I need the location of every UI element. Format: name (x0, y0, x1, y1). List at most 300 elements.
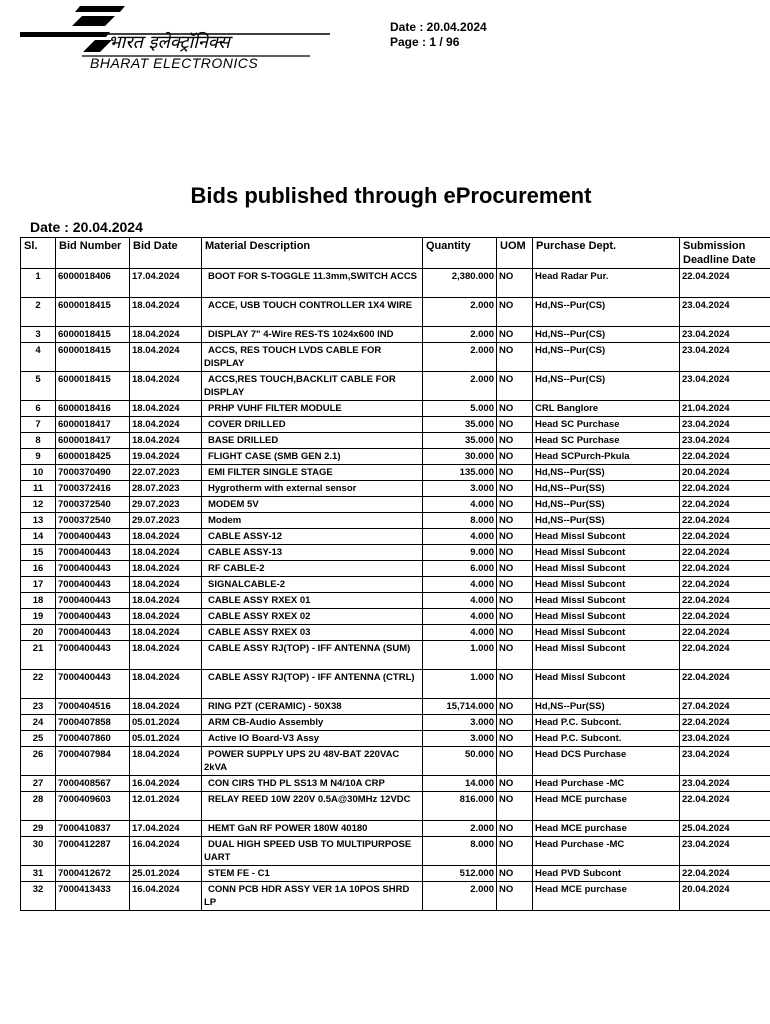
cell-deadline: 21.04.2024 (680, 401, 770, 417)
cell-uom: NO (497, 837, 533, 866)
material-text: Modem (208, 515, 242, 526)
cell-quantity: 3.000 (423, 715, 497, 731)
table-row (21, 401, 770, 417)
table-row (21, 792, 770, 821)
material-text: EMI FILTER SINGLE STAGE (208, 467, 333, 478)
cell-deadline: 22.04.2024 (680, 715, 770, 731)
cell-uom: NO (497, 401, 533, 417)
cell-dept: Head Missl Subcont (533, 641, 680, 670)
cell-uom: NO (497, 545, 533, 561)
cell-quantity: 1.000 (423, 641, 497, 670)
cell-dept: Head P.C. Subcont. (533, 731, 680, 747)
cell-deadline: 22.04.2024 (680, 593, 770, 609)
cell-bid-number: 7000412287 (56, 837, 130, 866)
cell-bid-date: 22.07.2023 (130, 465, 202, 481)
cell-uom: NO (497, 866, 533, 882)
cell-sl: 3 (21, 327, 56, 343)
cell-bid-date: 18.04.2024 (130, 372, 202, 401)
cell-bid-date: 18.04.2024 (130, 417, 202, 433)
table-header-row (21, 238, 770, 269)
material-text: CABLE ASSY RXEX 03 (208, 627, 311, 638)
cell-deadline: 22.04.2024 (680, 609, 770, 625)
cell-bid-date: 18.04.2024 (130, 529, 202, 545)
cell-bid-number: 6000018415 (56, 298, 130, 327)
cell-bid-date: 18.04.2024 (130, 625, 202, 641)
cell-material (202, 417, 423, 433)
cell-sl: 10 (21, 465, 56, 481)
cell-quantity: 135.000 (423, 465, 497, 481)
material-text: HEMT GaN RF POWER 180W 40180 (208, 823, 368, 834)
cell-dept: Head SC Purchase (533, 417, 680, 433)
cell-quantity: 2.000 (423, 343, 497, 372)
col-header-sl: Sl. (21, 238, 56, 269)
table-row (21, 577, 770, 593)
cell-quantity: 3.000 (423, 481, 497, 497)
table-row (21, 699, 770, 715)
cell-deadline: 22.04.2024 (680, 561, 770, 577)
cell-bid-number: 7000400443 (56, 625, 130, 641)
cell-material (202, 343, 423, 372)
cell-bid-number: 7000400443 (56, 609, 130, 625)
cell-dept: Hd,NS--Pur(CS) (533, 343, 680, 372)
material-text: FLIGHT CASE (SMB GEN 2.1) (208, 451, 341, 462)
cell-dept: Head MCE purchase (533, 882, 680, 911)
cell-dept: Head MCE purchase (533, 821, 680, 837)
cell-sl: 30 (21, 837, 56, 866)
cell-bid-number: 7000400443 (56, 529, 130, 545)
cell-sl: 22 (21, 670, 56, 699)
cell-bid-number: 7000372540 (56, 513, 130, 529)
cell-bid-number: 7000409603 (56, 792, 130, 821)
material-text: RF CABLE-2 (208, 563, 265, 574)
material-text: ACCE, USB TOUCH CONTROLLER 1X4 WIRE (208, 300, 413, 311)
material-text: ACCS,RES TOUCH,BACKLIT CABLE FOR DISPLAY (204, 374, 396, 398)
cell-uom: NO (497, 731, 533, 747)
cell-material (202, 577, 423, 593)
cell-quantity: 4.000 (423, 529, 497, 545)
cell-bid-date: 18.04.2024 (130, 593, 202, 609)
cell-bid-date: 18.04.2024 (130, 747, 202, 776)
cell-material (202, 433, 423, 449)
cell-deadline: 22.04.2024 (680, 497, 770, 513)
cell-deadline: 23.04.2024 (680, 747, 770, 776)
cell-material (202, 821, 423, 837)
cell-quantity: 50.000 (423, 747, 497, 776)
cell-bid-number: 6000018425 (56, 449, 130, 465)
cell-bid-number: 7000400443 (56, 577, 130, 593)
material-text: SIGNALCABLE-2 (208, 579, 286, 590)
cell-sl: 12 (21, 497, 56, 513)
material-text: CABLE ASSY RXEX 01 (208, 595, 311, 606)
cell-dept: Hd,NS--Pur(CS) (533, 372, 680, 401)
cell-uom: NO (497, 561, 533, 577)
cell-material (202, 561, 423, 577)
cell-sl: 32 (21, 882, 56, 911)
material-text: PRHP VUHF FILTER MODULE (208, 403, 342, 414)
cell-dept: Head P.C. Subcont. (533, 715, 680, 731)
cell-quantity: 4.000 (423, 593, 497, 609)
cell-quantity: 816.000 (423, 792, 497, 821)
cell-quantity: 5.000 (423, 401, 497, 417)
cell-material (202, 641, 423, 670)
cell-sl: 5 (21, 372, 56, 401)
cell-material (202, 327, 423, 343)
table-row (21, 882, 770, 911)
cell-material (202, 625, 423, 641)
table-row (21, 481, 770, 497)
cell-uom: NO (497, 625, 533, 641)
material-text: DISPLAY 7" 4-Wire RES-TS 1024x600 IND (208, 329, 394, 340)
cell-uom: NO (497, 882, 533, 911)
cell-uom: NO (497, 513, 533, 529)
material-text: MODEM 5V (208, 499, 259, 510)
cell-quantity: 4.000 (423, 497, 497, 513)
cell-dept: Head Missl Subcont (533, 625, 680, 641)
cell-uom: NO (497, 641, 533, 670)
material-text: Active IO Board-V3 Assy (208, 733, 320, 744)
material-text: CONN PCB HDR ASSY VER 1A 10POS SHRD LP (204, 884, 410, 908)
cell-uom: NO (497, 372, 533, 401)
cell-deadline: 22.04.2024 (680, 529, 770, 545)
cell-bid-number: 7000412672 (56, 866, 130, 882)
cell-material (202, 866, 423, 882)
material-text: BASE DRILLED (208, 435, 279, 446)
cell-bid-number: 7000400443 (56, 593, 130, 609)
cell-material (202, 545, 423, 561)
cell-quantity: 2.000 (423, 372, 497, 401)
cell-sl: 15 (21, 545, 56, 561)
svg-text:भारत इलेक्ट्रॉनिक्स: भारत इलेक्ट्रॉनिक्स (108, 32, 230, 53)
cell-material (202, 401, 423, 417)
cell-quantity: 14.000 (423, 776, 497, 792)
table-row (21, 465, 770, 481)
table-row (21, 593, 770, 609)
cell-deadline: 20.04.2024 (680, 882, 770, 911)
cell-uom: NO (497, 715, 533, 731)
company-logo (20, 4, 340, 70)
cell-quantity: 2.000 (423, 298, 497, 327)
cell-sl: 27 (21, 776, 56, 792)
cell-bid-number: 7000408567 (56, 776, 130, 792)
cell-quantity: 4.000 (423, 577, 497, 593)
material-text: RING PZT (CERAMIC) - 50X38 (208, 701, 342, 712)
cell-bid-number: 7000410837 (56, 821, 130, 837)
cell-quantity: 8.000 (423, 837, 497, 866)
cell-quantity: 9.000 (423, 545, 497, 561)
cell-bid-number: 7000400443 (56, 641, 130, 670)
cell-dept: Head Purchase -MC (533, 837, 680, 866)
table-row (21, 545, 770, 561)
material-text: POWER SUPPLY UPS 2U 48V-BAT 220VAC 2kVA (204, 749, 400, 773)
cell-dept: Head Purchase -MC (533, 776, 680, 792)
table-row (21, 298, 770, 327)
cell-deadline: 22.04.2024 (680, 866, 770, 882)
cell-material (202, 465, 423, 481)
cell-material (202, 747, 423, 776)
cell-bid-date: 17.04.2024 (130, 821, 202, 837)
cell-bid-number: 7000370490 (56, 465, 130, 481)
material-text: STEM FE - C1 (208, 868, 270, 879)
cell-uom: NO (497, 670, 533, 699)
col-header-uom: UOM (497, 238, 533, 269)
cell-bid-date: 16.04.2024 (130, 776, 202, 792)
col-header-material: Material Description (202, 238, 423, 269)
cell-sl: 24 (21, 715, 56, 731)
cell-material (202, 731, 423, 747)
cell-sl: 4 (21, 343, 56, 372)
cell-material (202, 593, 423, 609)
table-row (21, 417, 770, 433)
cell-quantity: 4.000 (423, 625, 497, 641)
cell-deadline: 22.04.2024 (680, 449, 770, 465)
cell-sl: 7 (21, 417, 56, 433)
cell-uom: NO (497, 821, 533, 837)
cell-dept: Head Missl Subcont (533, 593, 680, 609)
bids-table (20, 237, 770, 911)
cell-bid-number: 6000018415 (56, 327, 130, 343)
table-row (21, 372, 770, 401)
page-title: Bids published through eProcurement (190, 183, 592, 208)
cell-bid-number: 7000407860 (56, 731, 130, 747)
cell-uom: NO (497, 497, 533, 513)
cell-bid-date: 18.04.2024 (130, 433, 202, 449)
material-text: COVER DRILLED (208, 419, 286, 430)
cell-bid-number: 7000372416 (56, 481, 130, 497)
cell-dept: Head MCE purchase (533, 792, 680, 821)
cell-material (202, 269, 423, 298)
cell-quantity: 4.000 (423, 609, 497, 625)
cell-sl: 21 (21, 641, 56, 670)
col-header-deadline: Submission Deadline Date (680, 238, 770, 269)
cell-dept: Head Missl Subcont (533, 561, 680, 577)
cell-dept: Head Missl Subcont (533, 545, 680, 561)
cell-deadline: 23.04.2024 (680, 372, 770, 401)
cell-quantity: 2.000 (423, 327, 497, 343)
table-row (21, 866, 770, 882)
cell-bid-date: 18.04.2024 (130, 545, 202, 561)
header-page: Page : 1 / 96 (390, 35, 460, 49)
cell-dept: Head SC Purchase (533, 433, 680, 449)
cell-uom: NO (497, 792, 533, 821)
cell-dept: Head Radar Pur. (533, 269, 680, 298)
cell-deadline: 23.04.2024 (680, 433, 770, 449)
cell-deadline: 22.04.2024 (680, 481, 770, 497)
cell-material (202, 372, 423, 401)
col-header-bid-date: Bid Date (130, 238, 202, 269)
cell-bid-date: 18.04.2024 (130, 577, 202, 593)
cell-material (202, 481, 423, 497)
cell-sl: 16 (21, 561, 56, 577)
cell-bid-number: 6000018416 (56, 401, 130, 417)
col-header-quantity: Quantity (423, 238, 497, 269)
cell-bid-date: 18.04.2024 (130, 561, 202, 577)
cell-quantity: 6.000 (423, 561, 497, 577)
cell-deadline: 23.04.2024 (680, 776, 770, 792)
cell-bid-date: 05.01.2024 (130, 715, 202, 731)
cell-deadline: 22.04.2024 (680, 792, 770, 821)
cell-quantity: 35.000 (423, 433, 497, 449)
cell-material (202, 837, 423, 866)
cell-sl: 17 (21, 577, 56, 593)
cell-uom: NO (497, 465, 533, 481)
cell-uom: NO (497, 343, 533, 372)
cell-dept: Head PVD Subcont (533, 866, 680, 882)
cell-material (202, 715, 423, 731)
cell-dept: Hd,NS--Pur(SS) (533, 481, 680, 497)
cell-sl: 20 (21, 625, 56, 641)
material-text: CON CIRS THD PL SS13 M N4/10A CRP (208, 778, 385, 789)
cell-deadline: 22.04.2024 (680, 269, 770, 298)
cell-uom: NO (497, 433, 533, 449)
cell-material (202, 298, 423, 327)
cell-quantity: 30.000 (423, 449, 497, 465)
cell-uom: NO (497, 481, 533, 497)
cell-bid-date: 18.04.2024 (130, 641, 202, 670)
cell-quantity: 15,714.000 (423, 699, 497, 715)
cell-sl: 6 (21, 401, 56, 417)
cell-bid-date: 19.04.2024 (130, 449, 202, 465)
cell-sl: 25 (21, 731, 56, 747)
cell-deadline: 23.04.2024 (680, 837, 770, 866)
cell-uom: NO (497, 529, 533, 545)
cell-material (202, 449, 423, 465)
cell-material (202, 497, 423, 513)
cell-uom: NO (497, 298, 533, 327)
cell-deadline: 23.04.2024 (680, 298, 770, 327)
cell-deadline: 23.04.2024 (680, 417, 770, 433)
cell-quantity: 8.000 (423, 513, 497, 529)
cell-material (202, 776, 423, 792)
cell-bid-date: 18.04.2024 (130, 327, 202, 343)
cell-dept: Head Missl Subcont (533, 609, 680, 625)
material-text: BOOT FOR S-TOGGLE 11.3mm,SWITCH ACCS (208, 271, 418, 282)
material-text: RELAY REED 10W 220V 0.5A@30MHz 12VDC (208, 794, 411, 805)
cell-deadline: 23.04.2024 (680, 343, 770, 372)
cell-sl: 9 (21, 449, 56, 465)
cell-deadline: 22.04.2024 (680, 625, 770, 641)
cell-bid-date: 16.04.2024 (130, 882, 202, 911)
cell-deadline: 22.04.2024 (680, 670, 770, 699)
header-meta (390, 20, 487, 50)
table-row (21, 670, 770, 699)
cell-bid-number: 7000404516 (56, 699, 130, 715)
cell-dept: Head SCPurch-Pkula (533, 449, 680, 465)
cell-bid-number: 6000018406 (56, 269, 130, 298)
cell-material (202, 513, 423, 529)
cell-bid-date: 18.04.2024 (130, 699, 202, 715)
cell-uom: NO (497, 449, 533, 465)
bel-logo-icon (20, 4, 340, 70)
material-text: CABLE ASSY-13 (208, 547, 283, 558)
table-row (21, 821, 770, 837)
table-row (21, 641, 770, 670)
cell-bid-date: 29.07.2023 (130, 513, 202, 529)
cell-uom: NO (497, 593, 533, 609)
table-row (21, 497, 770, 513)
cell-material (202, 699, 423, 715)
cell-dept: Head DCS Purchase (533, 747, 680, 776)
material-text: Hygrotherm with external sensor (208, 483, 357, 494)
table-row (21, 433, 770, 449)
cell-uom: NO (497, 577, 533, 593)
cell-bid-number: 6000018417 (56, 433, 130, 449)
cell-dept: Head Missl Subcont (533, 529, 680, 545)
table-row (21, 269, 770, 298)
table-row (21, 529, 770, 545)
cell-deadline: 23.04.2024 (680, 731, 770, 747)
table-row (21, 776, 770, 792)
cell-quantity: 35.000 (423, 417, 497, 433)
cell-sl: 23 (21, 699, 56, 715)
cell-quantity: 2,380.000 (423, 269, 497, 298)
cell-bid-number: 7000413433 (56, 882, 130, 911)
cell-bid-date: 18.04.2024 (130, 609, 202, 625)
table-row (21, 837, 770, 866)
report-date: Date : 20.04.2024 (30, 219, 143, 235)
cell-bid-number: 7000400443 (56, 670, 130, 699)
cell-bid-date: 25.01.2024 (130, 866, 202, 882)
cell-sl: 31 (21, 866, 56, 882)
cell-quantity: 2.000 (423, 821, 497, 837)
svg-text:BHARAT ELECTRONICS: BHARAT ELECTRONICS (90, 55, 259, 70)
cell-bid-date: 16.04.2024 (130, 837, 202, 866)
table-row (21, 343, 770, 372)
cell-bid-number: 6000018417 (56, 417, 130, 433)
cell-uom: NO (497, 699, 533, 715)
cell-material (202, 609, 423, 625)
cell-dept: Head Missl Subcont (533, 670, 680, 699)
cell-quantity: 512.000 (423, 866, 497, 882)
cell-sl: 2 (21, 298, 56, 327)
cell-material (202, 792, 423, 821)
cell-bid-number: 7000400443 (56, 545, 130, 561)
cell-sl: 26 (21, 747, 56, 776)
cell-deadline: 27.04.2024 (680, 699, 770, 715)
table-row (21, 513, 770, 529)
cell-deadline: 22.04.2024 (680, 577, 770, 593)
cell-bid-date: 18.04.2024 (130, 670, 202, 699)
table-row (21, 609, 770, 625)
table-row (21, 327, 770, 343)
cell-sl: 29 (21, 821, 56, 837)
material-text: CABLE ASSY-12 (208, 531, 283, 542)
cell-sl: 8 (21, 433, 56, 449)
table-row (21, 449, 770, 465)
cell-quantity: 1.000 (423, 670, 497, 699)
cell-dept: Hd,NS--Pur(SS) (533, 513, 680, 529)
material-text: CABLE ASSY RXEX 02 (208, 611, 311, 622)
cell-bid-date: 29.07.2023 (130, 497, 202, 513)
cell-sl: 18 (21, 593, 56, 609)
material-text: ARM CB-Audio Assembly (208, 717, 324, 728)
cell-uom: NO (497, 269, 533, 298)
cell-uom: NO (497, 776, 533, 792)
cell-bid-date: 17.04.2024 (130, 269, 202, 298)
cell-dept: Hd,NS--Pur(CS) (533, 298, 680, 327)
cell-deadline: 25.04.2024 (680, 821, 770, 837)
cell-bid-date: 18.04.2024 (130, 401, 202, 417)
material-text: ACCS, RES TOUCH LVDS CABLE FOR DISPLAY (204, 345, 382, 369)
cell-sl: 1 (21, 269, 56, 298)
table-row (21, 561, 770, 577)
table-row (21, 747, 770, 776)
cell-dept: Head Missl Subcont (533, 577, 680, 593)
cell-dept: Hd,NS--Pur(SS) (533, 497, 680, 513)
table-row (21, 731, 770, 747)
cell-deadline: 20.04.2024 (680, 465, 770, 481)
cell-material (202, 882, 423, 911)
col-header-bid-number: Bid Number (56, 238, 130, 269)
